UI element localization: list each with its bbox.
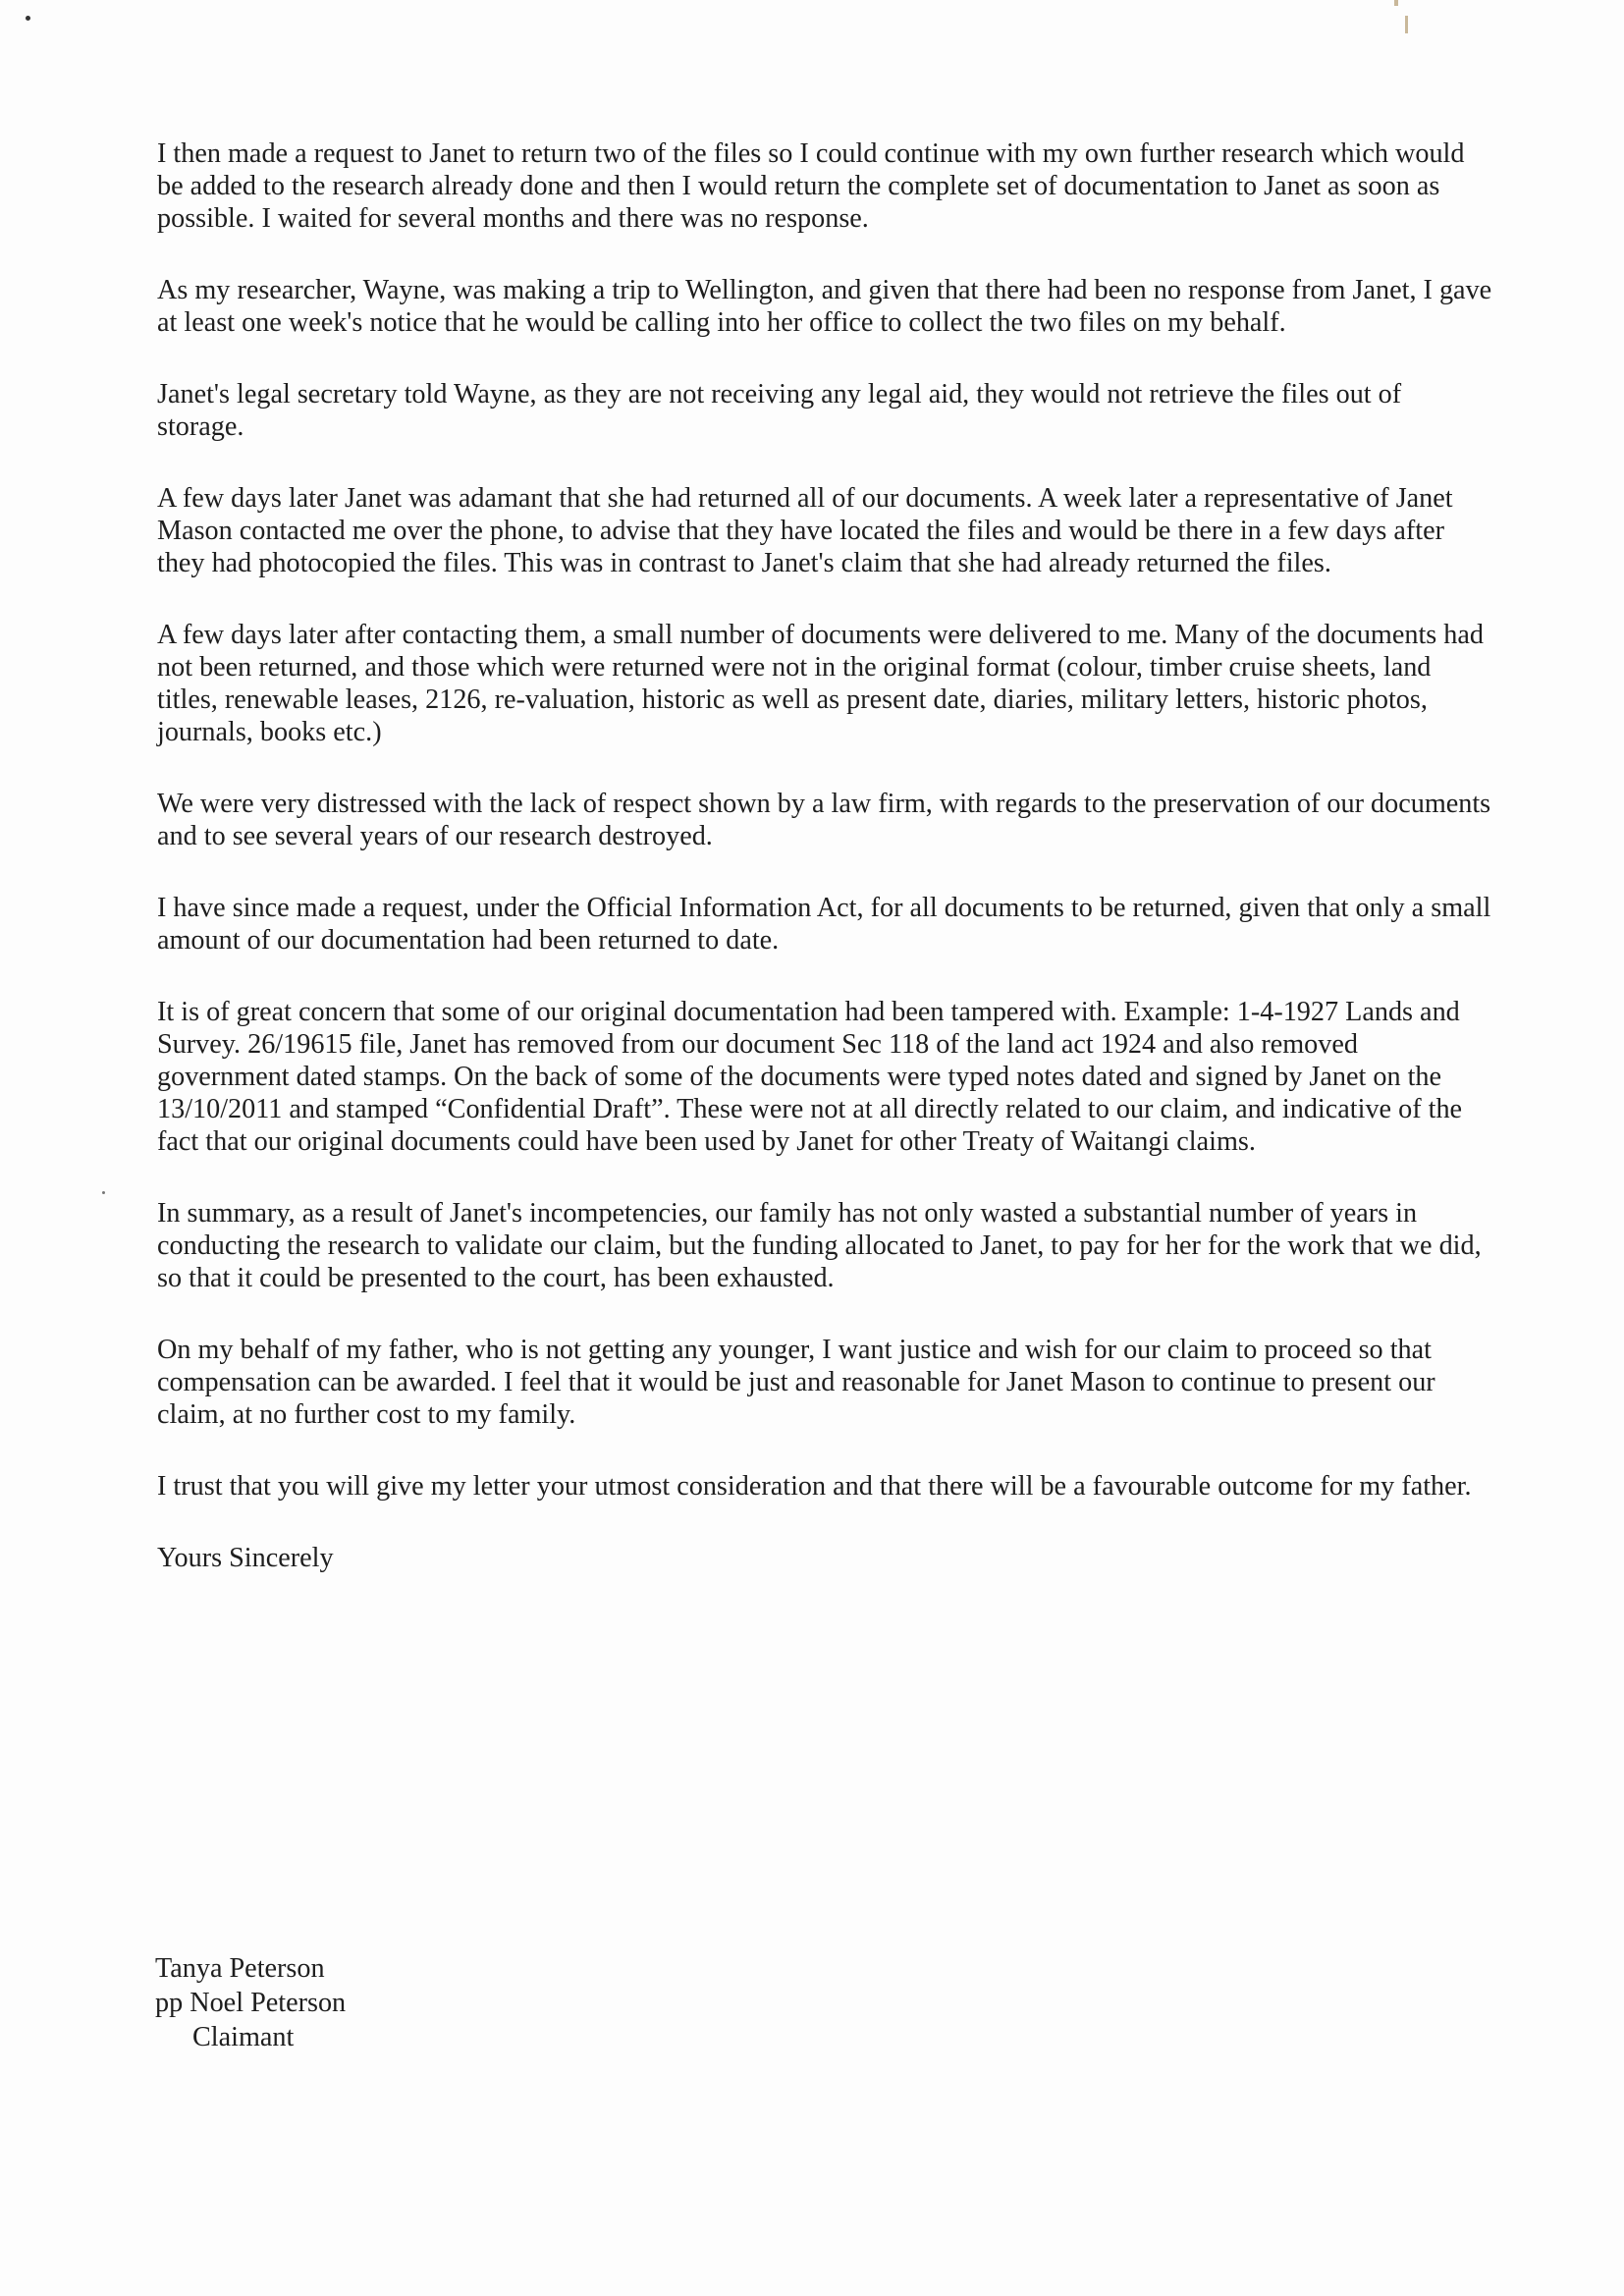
paragraph-file-request: I then made a request to Janet to return two of the files so I could continue with my own further research which would be added to the research already done and then I would return the complete set of documentation to Janet as soon as possible. I waited for several months and there was no response. <box>157 138 1465 234</box>
letter-body <box>157 137 1492 1574</box>
paragraph-oia-request: I have since made a request, under the Official Information Act, for all documents to be returned, given that only a small amount of our documentation had been returned to date. <box>157 893 1491 956</box>
signatory-name: Tanya Peterson <box>155 1953 325 1984</box>
paragraph-researcher-visit: As my researcher, Wayne, was making a trip to Wellington, and given that there had been no response from Janet, I gave at least one week's notice that he would be calling into her office to collect the two files on my behalf. <box>157 275 1492 338</box>
scan-mark-top-right <box>1394 0 1398 6</box>
paragraph-tampering: It is of great concern that some of our original documentation had been tampered with. Example: 1-4-1927 Lands and Survey. 26/19615 file, Janet has removed from our document Sec 118 of the land act 1924 and also removed government dated stamps. On the back of some of the documents were typed notes dated and signed by Janet on the 13/10/2011 and stamped “Confidential Draft”. These were not at all directly related to our claim, and indicative of the fact that our original documents could have been used by Janet for other Treaty of Waitangi claims. <box>157 997 1463 1157</box>
signatory-on-behalf-of: pp Noel Peterson <box>155 1988 347 2018</box>
signatory-role: Claimant <box>192 2022 295 2052</box>
paragraph-trust: I trust that you will give my letter your utmost consideration and that there will be a favourable outcome for my father. <box>157 1471 1472 1502</box>
scan-speck-top-left <box>26 16 30 21</box>
paragraph-summary: In summary, as a result of Janet's incompetencies, our family has not only wasted a substantial number of years in conducting the research to validate our claim, but the funding allocated to Janet, to pay for her for the work that we did, so that it could be presented to the court, has been exhausted. <box>157 1198 1482 1293</box>
scan-mark-top-right-2 <box>1405 16 1408 33</box>
paragraph-distress: We were very distressed with the lack of respect shown by a law firm, with regards to the preservation of our documents and to see several years of our research destroyed. <box>157 789 1491 851</box>
paragraph-documents-delivered: A few days later after contacting them, a small number of documents were delivered to me. Many of the documents had not been returned, and those which were returned were not in the original format (colour, timber cruise sheets, land titles, renewable leases, 2126, re-valuation, historic as well as present date, diaries, military letters, historic photos, journals, books etc.) <box>157 620 1484 747</box>
closing-salutation: Yours Sincerely <box>157 1543 334 1573</box>
paragraph-legal-secretary: Janet's legal secretary told Wayne, as they are not receiving any legal aid, they would not retrieve the files out of storage. <box>157 379 1402 442</box>
scan-speck-left-margin <box>102 1191 105 1194</box>
signature-block <box>155 1951 346 2054</box>
paragraph-returned-claim: A few days later Janet was adamant that she had returned all of our documents. A week later a representative of Janet Mason contacted me over the phone, to advise that they have located the files and would be there in a few days after they had photocopied the files. This was in contrast to Janet's claim that she had already returned the files. <box>157 483 1453 578</box>
paragraph-justice-request: On my behalf of my father, who is not getting any younger, I want justice and wish for our claim to proceed so that compensation can be awarded. I feel that it would be just and reasonable for Janet Mason to continue to present our claim, at no further cost to my family. <box>157 1335 1435 1430</box>
